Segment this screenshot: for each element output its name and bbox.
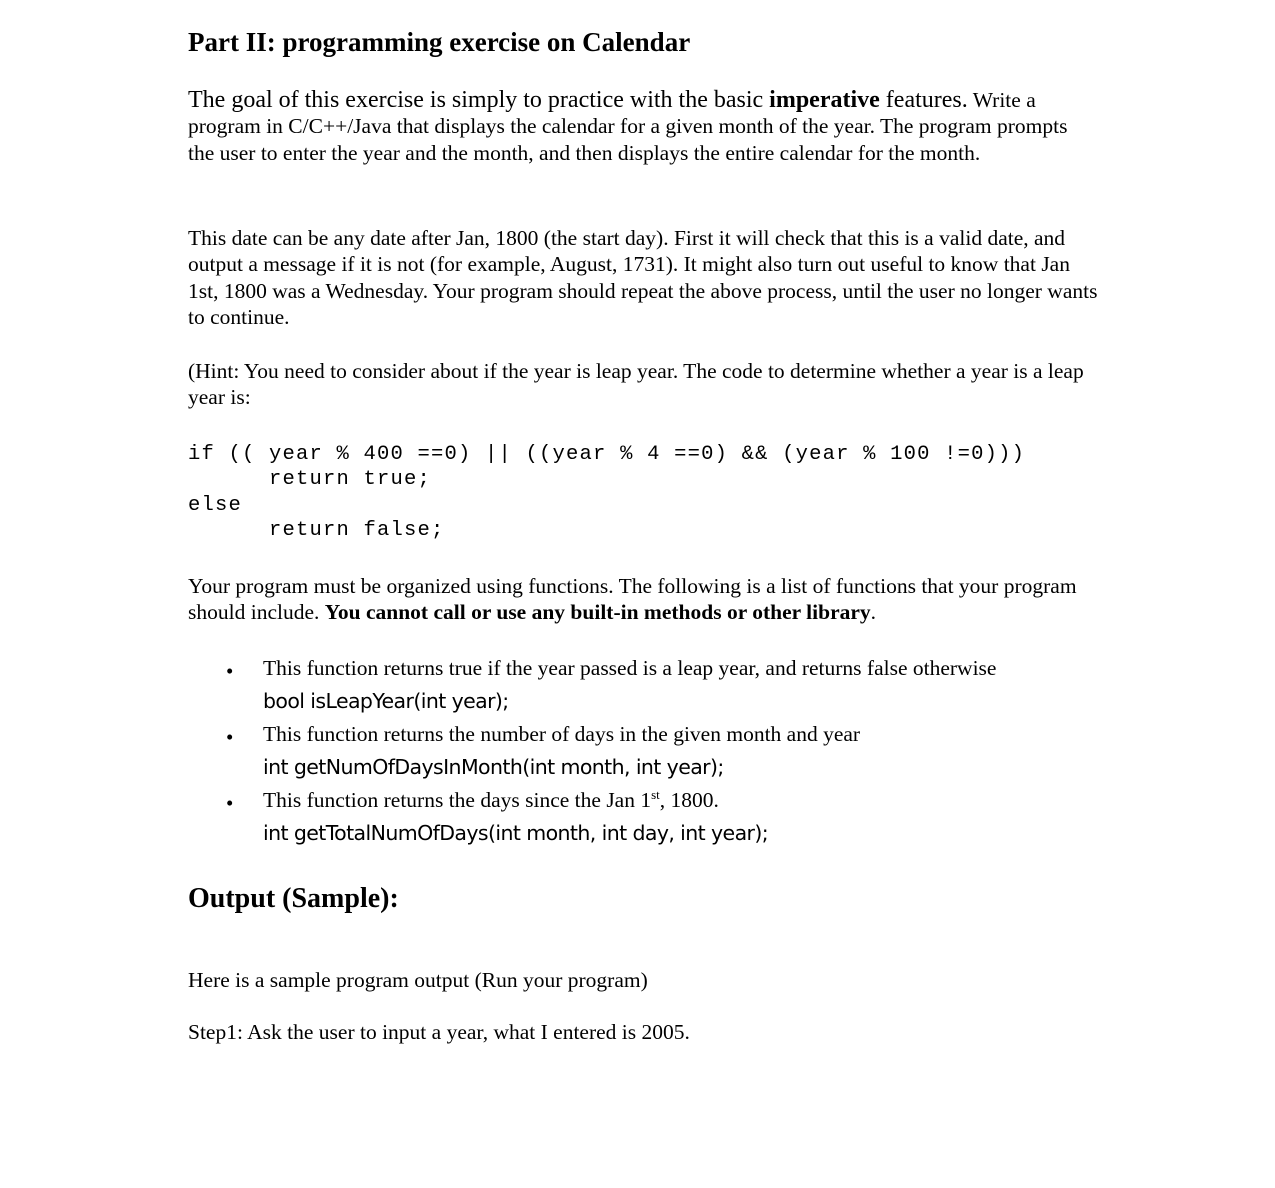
function-signature: int getTotalNumOfDays(int month, int day, int year); [263,821,769,845]
function-signature: bool isLeapYear(int year); [263,689,509,713]
function-description [263,786,1098,815]
sample-intro: Here is a sample program output (Run your program) [188,968,648,992]
hint-paragraph: (Hint: You need to consider about if the year is leap year. The code to determine whether a year is a leap year is: [188,359,1084,410]
ordinal-superscript: st [651,786,660,802]
bullet-icon: • [226,659,234,683]
intro-lead-bold: imperative [769,87,880,113]
function-description-pre: This function returns the days since the Jan 1 [263,788,652,812]
intro-paragraph [188,87,1098,166]
functions-paragraph [188,573,1098,626]
document-page [188,24,1098,1044]
code-line: if (( year % 400 ==0) || ((year % 4 ==0) && (year % 100 !=0))) [188,443,1026,466]
bullet-icon: • [226,725,234,749]
functions-paragraph-text: Your program must be organized using functions. The following is a list of functions that your program should include. [188,574,1077,625]
code-line: else [188,493,243,517]
page-title: Part II: programming exercise on Calendar [188,27,691,57]
list-item [188,654,1098,720]
code-line: return true; [188,468,432,492]
step1-text: Step1: Ask the user to input a year, what I entered is 2005. [188,1020,690,1044]
intro-rest: Write a program in C/C++/Java that displays the calendar for a given month of the year. The program prompts the user to enter the year and the month, and then displays the entire calendar for the month. [188,88,1068,165]
function-description: This function returns the number of days in the given month and year [263,722,861,746]
intro-lead-mid: features. [879,87,968,113]
intro-lead-start: The goal of this exercise is simply to practice with the basic [188,87,770,113]
function-list [188,654,1098,852]
date-paragraph: This date can be any date after Jan, 1800 (the start day). First it will check that this is a valid date, and output a message if it is not (for example, August, 1731). It might also turn out useful to know that Jan 1st, 1800 was a Wednesday. Your program should repeat the above process, until the user no longer wants to continue. [188,226,1098,330]
intro-lead [188,87,968,113]
functions-paragraph-end: . [870,600,877,625]
function-description: This function returns true if the year passed is a leap year, and returns false otherwise [263,656,997,680]
output-section-title: Output (Sample): [188,883,399,914]
leap-year-code-block [188,442,1025,544]
list-item [188,720,1098,786]
functions-paragraph-bold: You cannot call or use any built-in methods or other library [324,600,871,625]
code-line: return false; [188,519,445,543]
function-description-post: , 1800. [659,788,719,812]
list-item [188,786,1098,852]
function-signature: int getNumOfDaysInMonth(int month, int year); [263,755,724,779]
bullet-icon: • [226,791,234,815]
